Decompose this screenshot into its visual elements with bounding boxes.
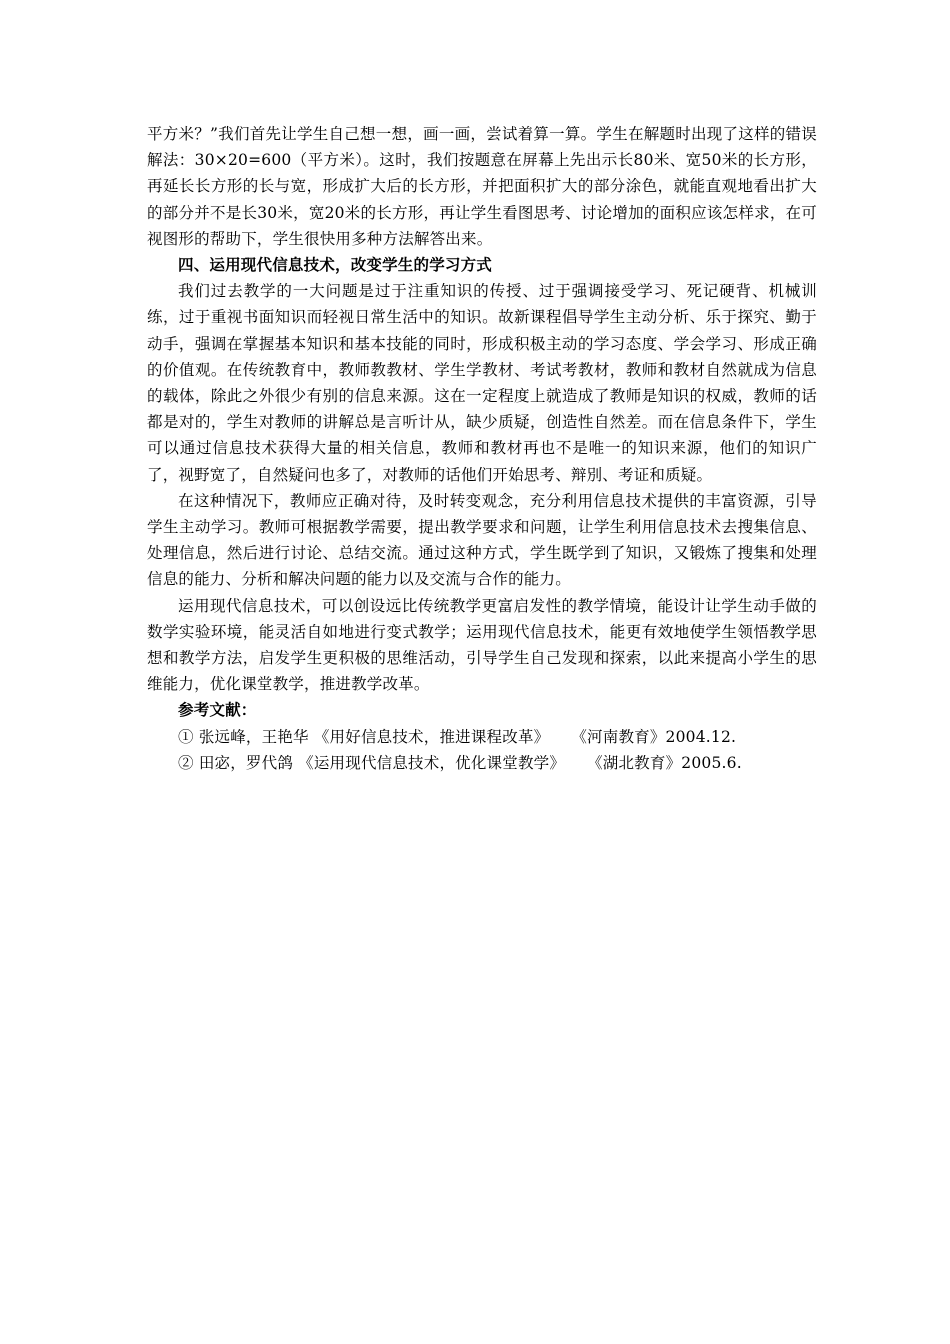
reference-2-source: 《湖北教育》2005.6. [587, 753, 742, 772]
reference-1-text: ① 张远峰，王艳华 《用好信息技术，推进课程改革》 [178, 727, 550, 746]
reference-item-1 [147, 724, 817, 750]
paragraph-continued: 平方米？”我们首先让学生自己想一想，画一画，尝试着算一算。学生在解题时出现了这样的错误解法：30×20=600（平方米）。这时，我们按题意在屏幕上先出示长80米、宽50米的长方形，再延长长方形的长与宽，形成扩大后的长方形，并把面积扩大的部分涂色，就能直观地看出扩大的部分并不是长30米，宽20米的长方形，再让学生看图思考、讨论增加的面积应该怎样求，在可视图形的帮助下，学生很快用多种方法解答出来。 [147, 125, 817, 248]
section-heading-4: 四、运用现代信息技术，改变学生的学习方式 [178, 255, 493, 275]
reference-1-source: 《河南教育》2004.12. [571, 727, 737, 746]
paragraph-teacher-response: 在这种情况下，教师应正确对待，及时转变观念，充分利用信息技术提供的丰富资源，引导学生主动学习。教师可根据教学需要，提出教学要求和问题，让学生利用信息技术去搜集信息、处理信息，然后进行讨论、总结交流。通过这种方式，学生既学到了知识，又锻炼了搜集和处理信息的能力、分析和解决问题的能力以及交流与合作的能力。 [147, 491, 817, 589]
paragraph-it-benefits: 运用现代信息技术，可以创设远比传统教学更富启发性的教学情境，能设计让学生动手做的数学实验环境，能灵活自如地进行变式教学；运用现代信息技术，能更有效地使学生领悟教学思想和教学方法，启发学生更积极的思维活动，引导学生自己发现和探索，以此来提高小学生的思维能力，优化课堂教学，推进教学改革。 [147, 596, 817, 694]
references-title: 参考文献： [178, 700, 257, 720]
reference-2-text: ② 田宓，罗代鸽 《运用现代信息技术，优化课堂教学》 [178, 753, 566, 772]
paragraph-learning-problem: 我们过去教学的一大问题是过于注重知识的传授、过于强调接受学习、死记硬背、机械训练，过于重视书面知识而轻视日常生活中的知识。故新课程倡导学生主动分析、乐于探究、勤于动手，强调在掌握基本知识和基本技能的同时，形成积极主动的学习态度、学会学习、形成正确的价值观。在传统教育中，教师教教材、学生学教材、考试考教材，教师和教材自然就成为信息的载体，除此之外很少有别的信息来源。这在一定程度上就造成了教师是知识的权威，教师的话都是对的，学生对教师的讲解总是言听计从，缺少质疑，创造性自然差。而在信息条件下，学生可以通过信息技术获得大量的相关信息，教师和教材再也不是唯一的知识来源，他们的知识广了，视野宽了，自然疑问也多了，对教师的话他们开始思考、辩別、考证和质疑。 [147, 282, 817, 484]
document-body [147, 121, 817, 776]
reference-item-2 [147, 750, 817, 776]
